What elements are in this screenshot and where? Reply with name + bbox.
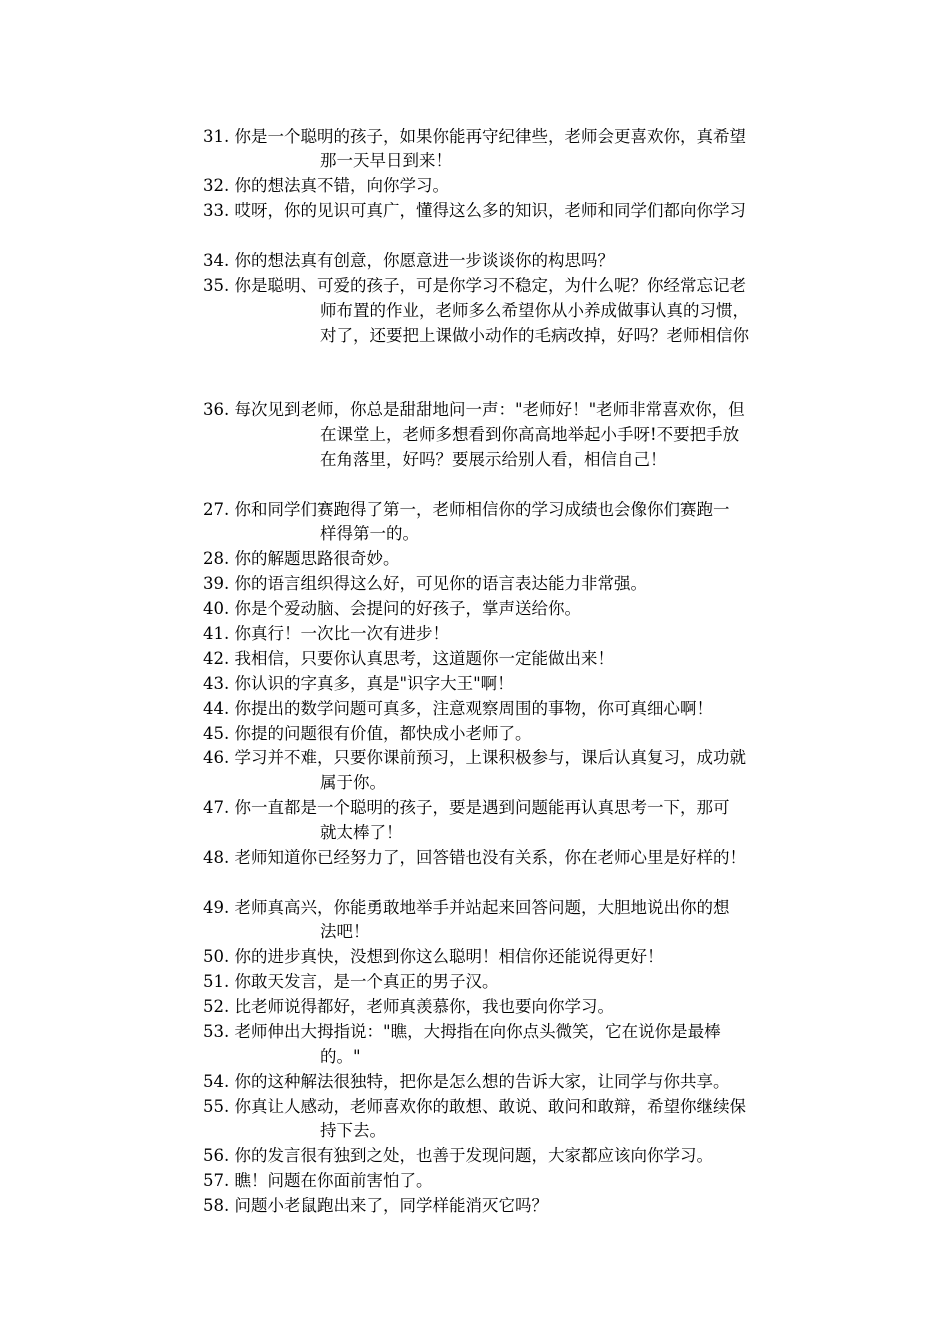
item-50-line-1: 50. 你的进步真快，没想到你这么聪明！相信你还能说得更好！ — [203, 947, 664, 966]
item-27-line-2: 样得第一的。 — [320, 524, 419, 543]
item-45-line-1: 45. 你提的问题很有价值，都快成小老师了。 — [203, 724, 532, 743]
item-57-line-1: 57. 瞧！问题在你面前害怕了。 — [203, 1171, 433, 1190]
item-35-line-2: 师布置的作业，老师多么希望你从小养成做事认真的习惯， — [320, 301, 749, 320]
item-27-line-1: 27. 你和同学们赛跑得了第一，老师相信你的学习成绩也会像你们赛跑一 — [203, 500, 730, 519]
item-36-line-2: 在课堂上，老师多想看到你高高地举起小手呀!不要把手放 — [320, 425, 740, 444]
item-28-line-1: 28. 你的解题思路很奇妙。 — [203, 549, 400, 568]
item-41-line-1: 41. 你真行！一次比一次有进步！ — [203, 624, 449, 643]
item-48-line-1: 48. 老师知道你已经努力了，回答错也没有关系，你在老师心里是好样的！ — [203, 848, 746, 867]
item-46-line-1: 46. 学习并不难，只要你课前预习，上课积极参与，课后认真复习，成功就 — [203, 748, 746, 767]
item-32-line-1: 32. 你的想法真不错，向你学习。 — [203, 176, 449, 195]
item-43-line-1: 43. 你认识的字真多，真是"识字大王"啊！ — [203, 674, 514, 693]
item-55-line-2: 持下去。 — [320, 1121, 386, 1140]
item-35-line-1: 35. 你是聪明、可爱的孩子，可是你学习不稳定，为什么呢？你经常忘记老 — [203, 276, 746, 295]
item-51-line-1: 51. 你敢天发言，是一个真正的男子汉。 — [203, 972, 499, 991]
item-49-line-2: 法吧！ — [320, 922, 370, 941]
item-31-line-1: 31. 你是一个聪明的孩子，如果你能再守纪律些，老师会更喜欢你，真希望 — [203, 127, 746, 146]
item-40-line-1: 40. 你是个爱动脑、会提问的好孩子，掌声送给你。 — [203, 599, 581, 618]
item-34-line-1: 34. 你的想法真有创意，你愿意进一步谈谈你的构思吗？ — [203, 251, 614, 270]
item-39-line-1: 39. 你的语言组织得这么好，可见你的语言表达能力非常强。 — [203, 574, 647, 593]
item-54-line-1: 54. 你的这种解法很独特，把你是怎么想的告诉大家，让同学与你共享。 — [203, 1072, 730, 1091]
item-31-line-2: 那一天早日到来！ — [320, 151, 452, 170]
item-44-line-1: 44. 你提出的数学问题可真多，注意观察周围的事物，你可真细心啊！ — [203, 699, 713, 718]
item-49-line-1: 49. 老师真高兴，你能勇敢地举手并站起来回答问题，大胆地说出你的想 — [203, 898, 730, 917]
item-58-line-1: 58. 问题小老鼠跑出来了，同学样能消灭它吗？ — [203, 1196, 548, 1215]
item-53-line-1: 53. 老师伸出大拇指说："瞧，大拇指在向你点头微笑，它在说你是最棒 — [203, 1022, 721, 1041]
item-36-line-1: 36. 每次见到老师，你总是甜甜地问一声："老师好！"老师非常喜欢你，但 — [203, 400, 745, 419]
item-42-line-1: 42. 我相信，只要你认真思考，这道题你一定能做出来！ — [203, 649, 614, 668]
item-46-line-2: 属于你。 — [320, 773, 386, 792]
item-33-line-1: 33. 哎呀，你的见识可真广，懂得这么多的知识，老师和同学们都向你学习 — [203, 201, 746, 220]
item-55-line-1: 55. 你真让人感动，老师喜欢你的敢想、敢说、敢问和敢辩，希望你继续保 — [203, 1097, 746, 1116]
item-47-line-1: 47. 你一直都是一个聪明的孩子，要是遇到问题能再认真思考一下，那可 — [203, 798, 730, 817]
item-47-line-2: 就太棒了！ — [320, 823, 403, 842]
item-35-line-3: 对了，还要把上课做小动作的毛病改掉，好吗？老师相信你 — [320, 326, 749, 345]
item-36-line-3: 在角落里，好吗？要展示给别人看，相信自己！ — [320, 450, 667, 469]
item-52-line-1: 52. 比老师说得都好，老师真羡慕你，我也要向你学习。 — [203, 997, 614, 1016]
item-53-line-2: 的。" — [320, 1047, 361, 1066]
item-56-line-1: 56. 你的发言很有独到之处，也善于发现问题，大家都应该向你学习。 — [203, 1146, 713, 1165]
